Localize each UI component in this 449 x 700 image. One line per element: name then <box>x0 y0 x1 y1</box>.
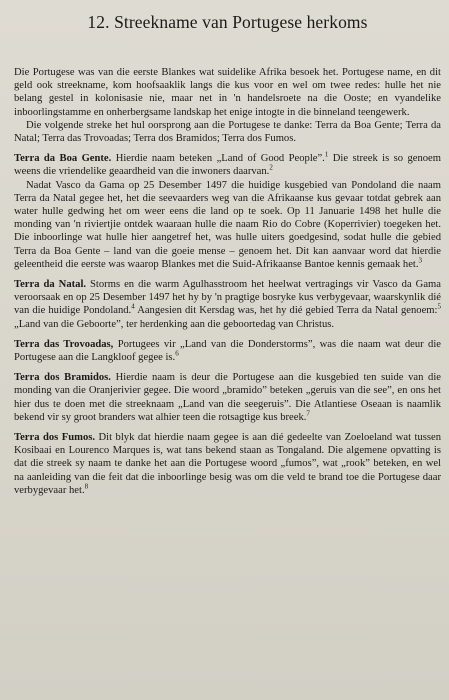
paragraph <box>14 152 441 178</box>
section-natal <box>14 278 441 331</box>
section-text: Die streek is so genoem weens die vriendelike geaardheid van die inwoners daarvan. <box>14 153 441 178</box>
section-text: Dit blyk dat hierdie naam gegee is aan dié gedeelte van Zoeloeland wat tussen Kosibaai en Lourenco Marques is, wat tans bekend staan as Tongaland. Die algemene opvatting is dat die streek sy naam te danke het aan die Portugese woord „fumos”, wat „rook” beteken, en wel na aanleiding van die feit dat die inboorlinge besig was om die veld te brand toe die Portugese daar verbygevaar het. <box>14 432 441 496</box>
paragraph <box>14 431 441 497</box>
footnote-ref: 4 <box>131 302 135 311</box>
chapter-title: 12. Streekname van Portugese herkoms <box>87 12 368 32</box>
footnote-ref: 6 <box>175 349 179 358</box>
paragraph <box>14 338 441 364</box>
section-boa-gente <box>14 152 441 271</box>
paragraph <box>14 371 441 424</box>
paragraph <box>14 179 441 271</box>
footnote-ref: 2 <box>269 163 273 172</box>
footnote-ref: 5 <box>437 302 441 311</box>
footnote-ref: 1 <box>324 150 329 159</box>
section-trovoadas <box>14 338 441 364</box>
section-text: Portugees vir „Land van die Donderstorms”, was die naam wat deur die Portugese aan die Langkloof gegee is. <box>14 338 441 364</box>
footnote-ref: 3 <box>418 256 422 265</box>
section-heading: Terra da Boa Gente. <box>14 153 112 165</box>
paragraph <box>14 278 441 331</box>
intro <box>14 66 441 145</box>
section-heading: Terra da Natal. <box>14 279 87 291</box>
section-heading: Terra dos Bramidos. <box>14 372 111 384</box>
section-heading: Terra dos Fumos. <box>14 432 96 444</box>
section-bramidos <box>14 371 441 424</box>
footnote-ref: 8 <box>84 482 89 491</box>
section-text: „Land van die Geboorte”, ter herdenking aan die geboortedag van Christus. <box>14 318 335 330</box>
section-fumos <box>14 431 441 497</box>
section-text: Storms en die warm Agulhasstroom het heelwat vertragings vir Vasco da Gama veroorsaak en op 25 Desember 1497 het hy by 'n pragtige bosryke kus verbygevaar, waarskynlik dié van die huidige Pondoland. <box>14 279 441 317</box>
intro-paragraph-1: Die Portugese was van die eerste Blankes wat suidelike Afrika besoek het. Portugese name, en dit geld ook streekname, kom hoofsaaklik langs die kus voor en wel om twee redes: hulle het nie belang gestel in kolonisasie nie, maar net in 'n handelsroete na die Ooste; en vyandelike inboorlingstamme en onherbergsame landskap het enige intogte in die binneland teengewerk. <box>14 67 441 118</box>
footnote-ref: 7 <box>306 409 310 418</box>
section-text: Hierdie naam is deur die Portugese aan die kusgebied ten suide van die monding van die Oranjerivier gegee. Die woord „bramido” beteken „geruis van die see”, en ons het hier dus te doen met die streeknaam „Land van die seegeruis”. Die Atlantiese Oseaan is naamlik bekend vir sy groot branders wat alhier teen die rotsagtige kus breek. <box>14 372 442 423</box>
section-text: Nadat Vasco da Gama op 25 Desember 1497 die huidige kusgebied van Pondoland die naam Terra da Natal gegee het, het die seevaarders weg van die Afrikaanse kus gevaar totdat gebrek aan water hulle gedwing het om weer eens die land op te soek. Op 11 Januarie 1498 het hulle die monding van 'n riviertjie ontdek waaraan hulle die naam Rio do Cobre (Koperrivier) toegeken het. Die inboorlinge wat hulle hier aangetref het, was hulle uiters goedgesind, sodat hulle die gebied Terra da Boa Gente – land van die goeie mense – genoem het. Dit kan aanvaar word dat hierdie geleentheid die eerste was waarop Blankes met die Suid-Afrikaanse Bantoe kennis gemaak het. <box>14 179 441 270</box>
section-text: Hierdie naam beteken „Land of Good People”. <box>111 153 325 165</box>
intro-paragraph-2: Die volgende streke het hul oorsprong aan die Portugese te danke: Terra da Boa Gente; Terra da Natal; Terra das Trovoadas; Terra dos Bramidos; Terra dos Fumos. <box>14 119 441 145</box>
section-heading: Terra das Trovoadas, <box>14 338 114 350</box>
section-text: Aangesien dit Kersdag was, het hy dié gebied Terra da Natal genoem: <box>134 305 438 317</box>
